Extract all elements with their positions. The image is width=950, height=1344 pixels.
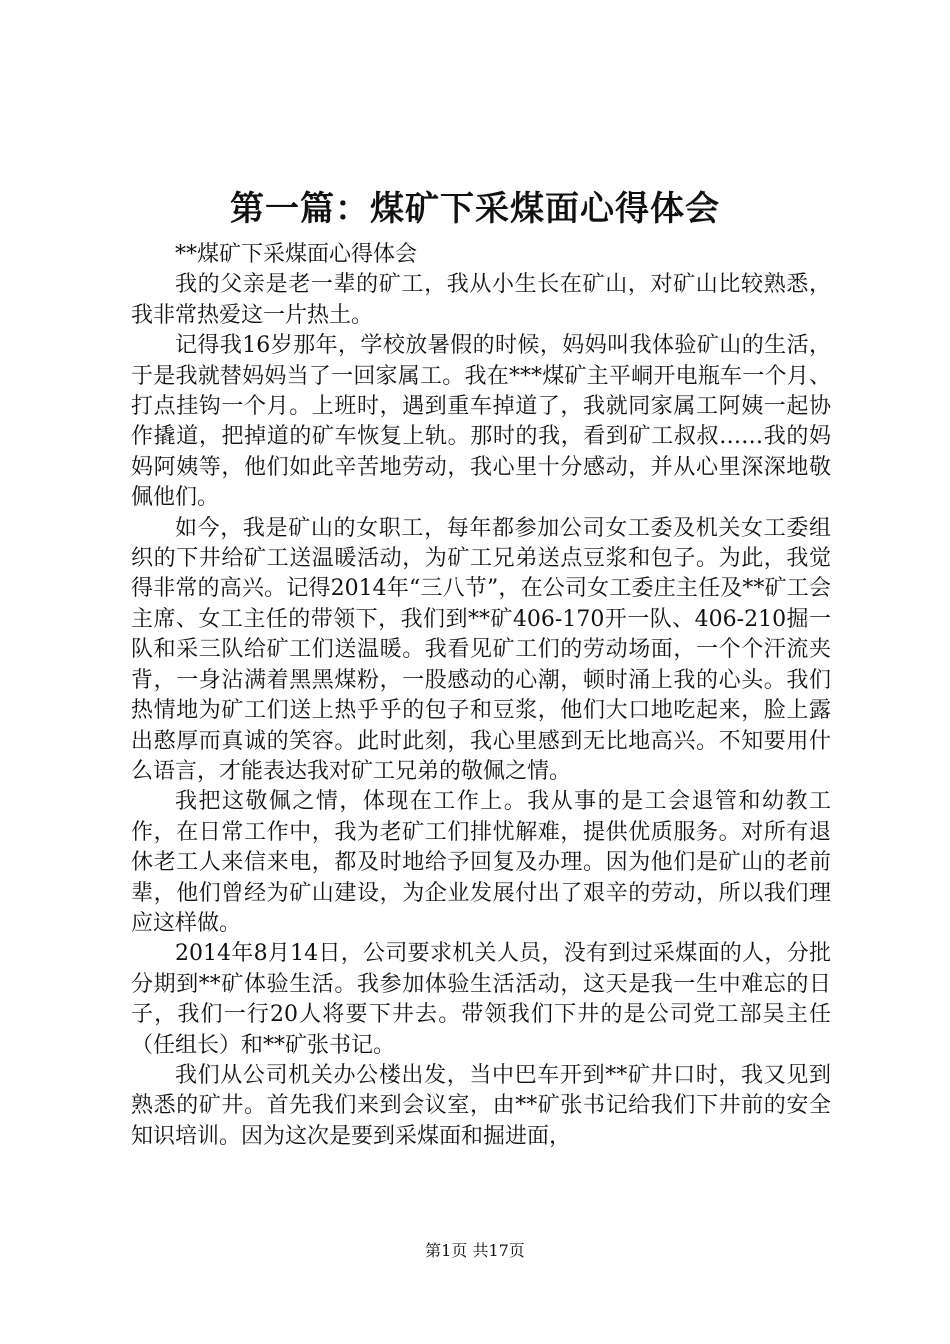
body-paragraph: 如今，我是矿山的女职工，每年都参加公司女工委及机关女工委组织的下井给矿工送温暖活动，为矿工兄弟送点豆浆和包子。为此，我觉得非常的高兴。记得2014年“三八节”，在公司女工委庄主任及**矿工会主席、女工主任的带领下，我们到**矿406-170开一队、406-210掘一队和采三队给矿工们送温暖。我看见矿工们的劳动场面，一个个汗流夹背，一身沾满着黑黑煤粉，一股感动的心潮，顿时涌上我的心头。我们热情地为矿工们送上热乎乎的包子和豆浆，他们大口地吃起来，脸上露出憨厚而真诚的笑容。此时此刻，我心里感到无比地高兴。不知要用什么语言，才能表达我对矿工兄弟的敬佩之情。: [131, 515, 831, 784]
body-paragraph: 记得我16岁那年，学校放暑假的时候，妈妈叫我体验矿山的生活，于是我就替妈妈当了一回家属工。我在***煤矿主平峒开电瓶车一个月、打点挂钩一个月。上班时，遇到重车掉道了，我就同家属工阿姨一起协作撬道，把掉道的矿车恢复上轨。那时的我，看到矿工叔叔……我的妈妈阿姨等，他们如此辛苦地劳动，我心里十分感动，并从心里深深地敬佩他们。: [131, 333, 831, 511]
document-title: 第一篇：煤矿下采煤面心得体会: [230, 189, 720, 229]
body-paragraph: 我们从公司机关办公楼出发，当中巴车开到**矿井口时，我又见到熟悉的矿井。首先我们来到会议室，由**矿张书记给我们下井前的安全知识培训。因为这次是要到采煤面和掘进面，: [131, 1062, 831, 1149]
body-paragraph: 我把这敬佩之情，体现在工作上。我从事的是工会退管和幼教工作，在日常工作中，我为老矿工们排忧解难，提供优质服务。对所有退休老工人来信来电，都及时地给予回复及办理。因为他们是矿山的老前辈，他们曾经为矿山建设，为企业发展付出了艰辛的劳动，所以我们理应这样做。: [131, 789, 831, 936]
body-paragraph: **煤矿下采煤面心得体会: [175, 242, 418, 267]
body-paragraph: 我的父亲是老一辈的矿工，我从小生长在矿山，对矿山比较熟悉，我非常热爱这一片热土。: [131, 272, 831, 328]
document-body: [131, 240, 831, 1152]
page-number-footer: 第1页 共17页: [425, 1241, 525, 1260]
body-paragraph: 2014年8月14日，公司要求机关人员，没有到过采煤面的人，分批分期到**矿体验生活。我参加体验生活活动，这天是我一生中难忘的日子，我们一行20人将要下井去。带领我们下井的是公司党工部吴主任（任组长）和**矿张书记。: [131, 941, 831, 1058]
